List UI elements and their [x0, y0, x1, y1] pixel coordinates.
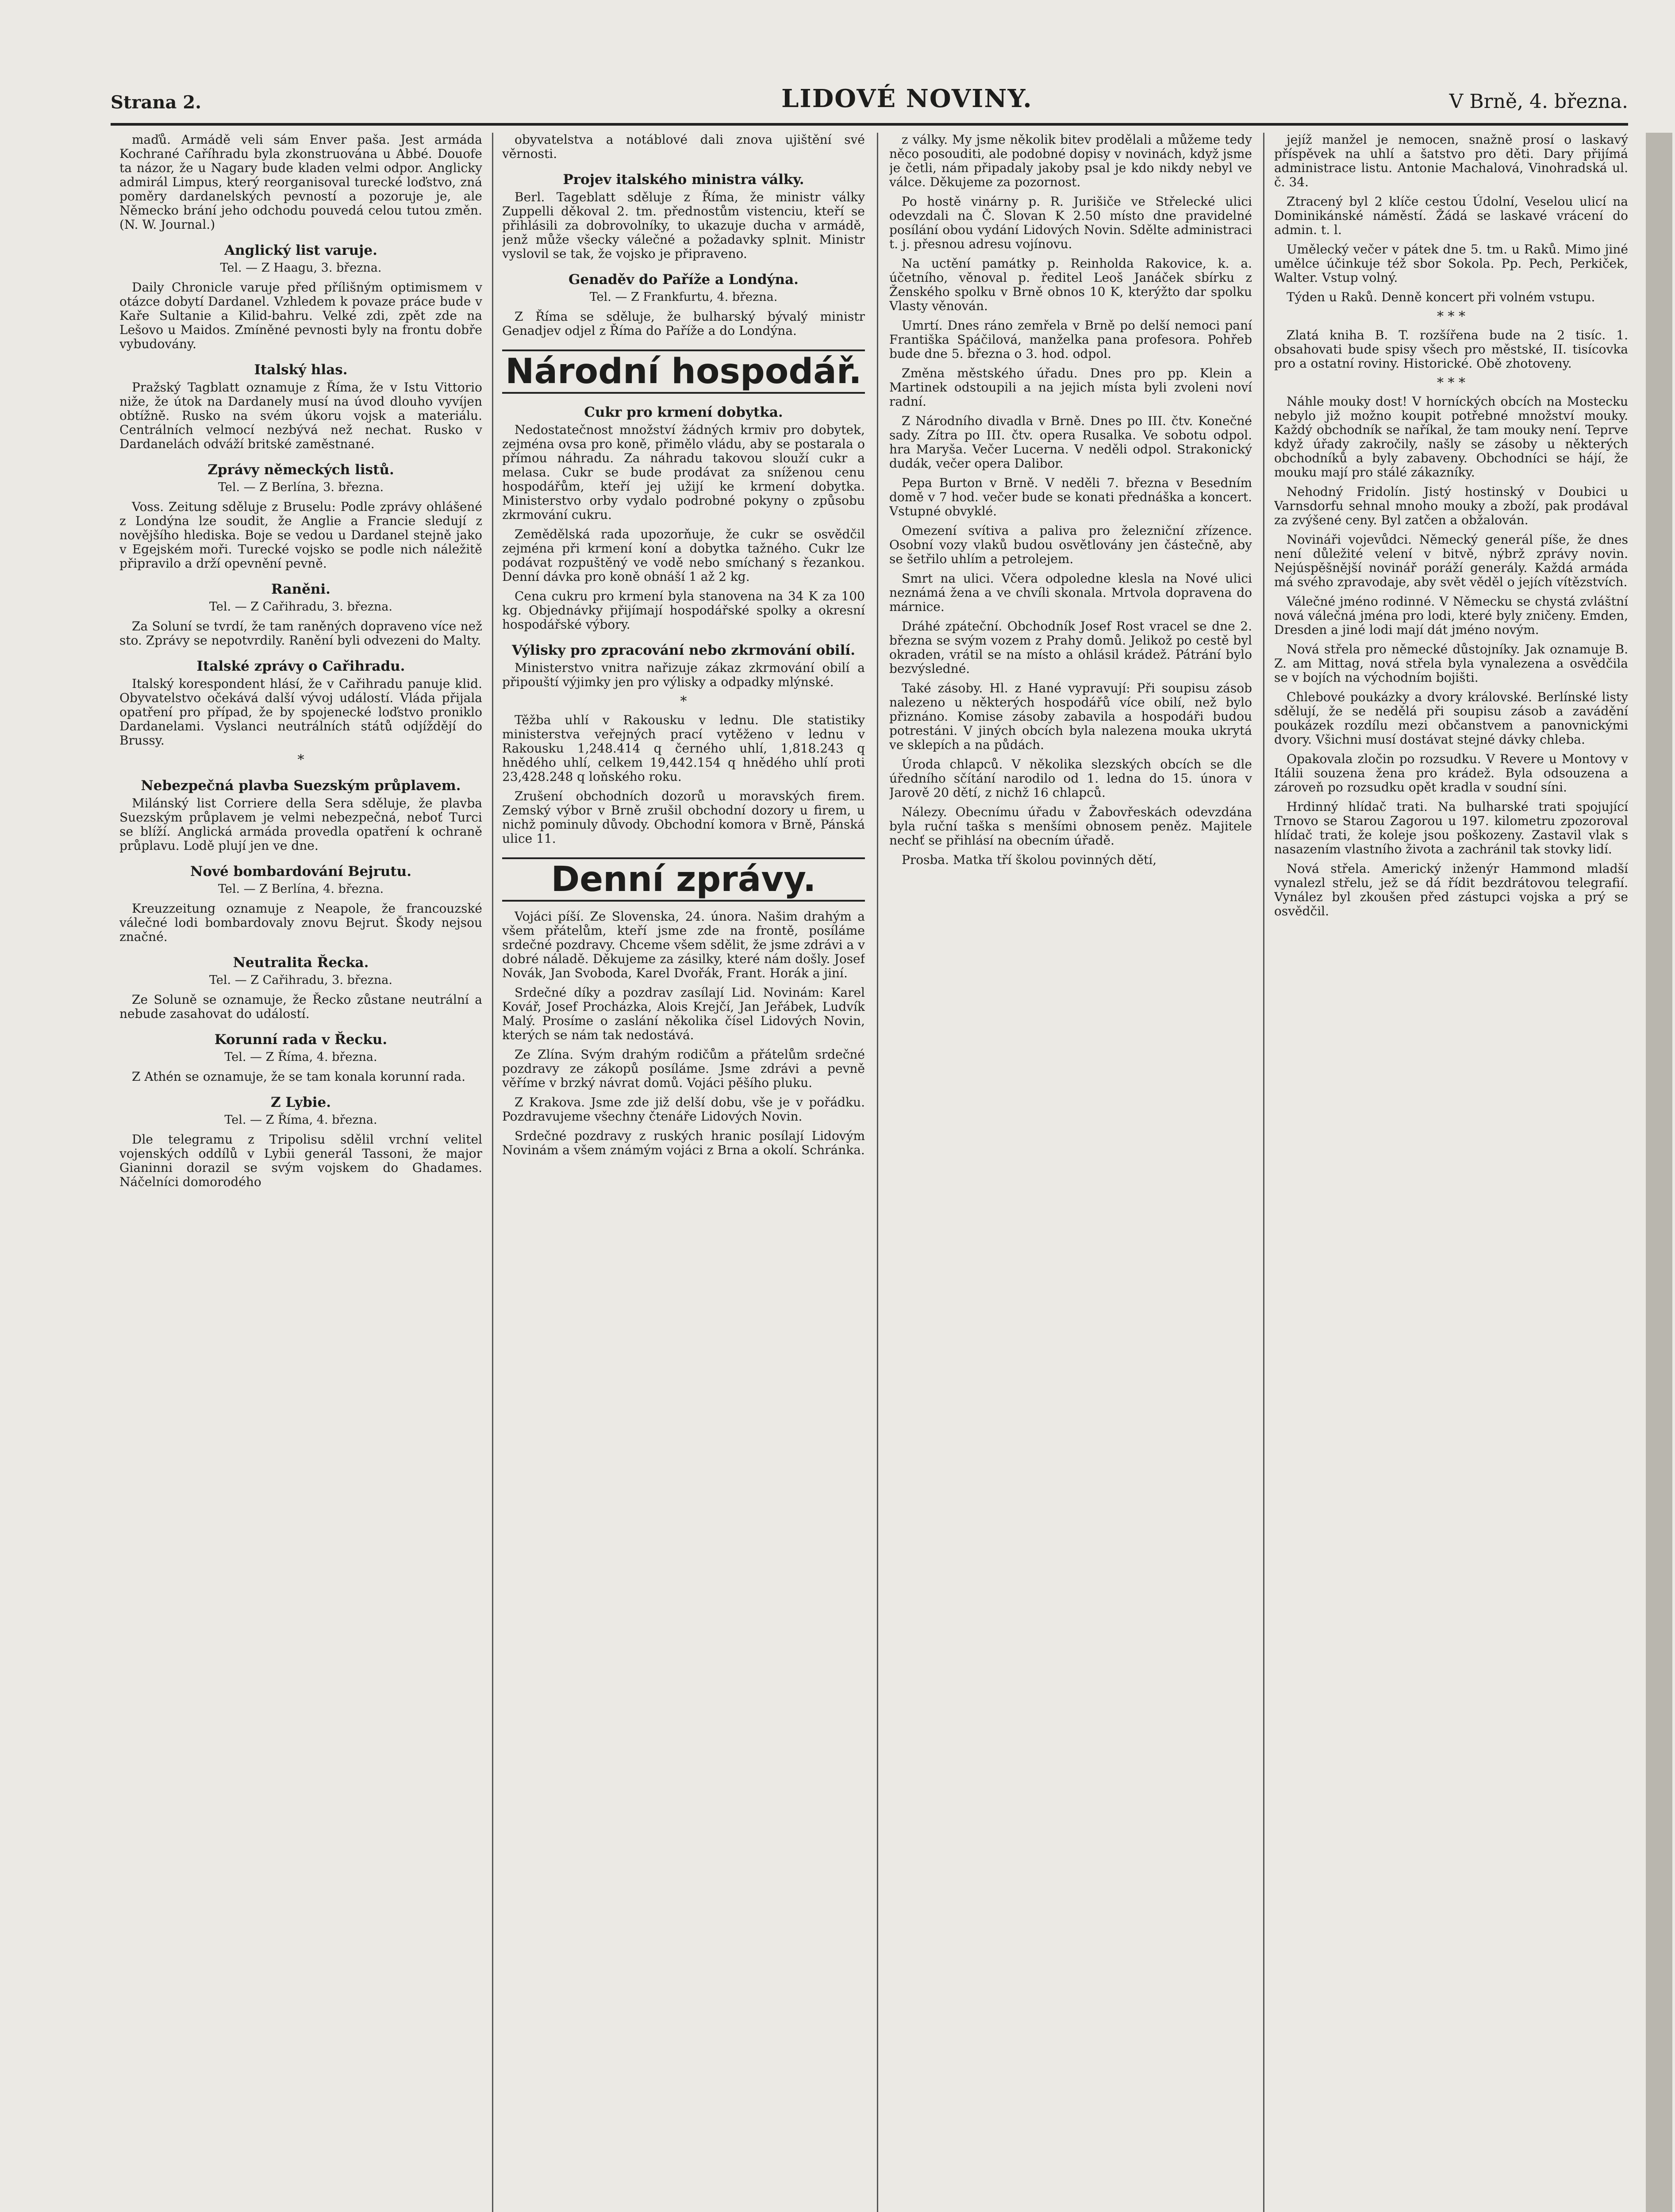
article-paragraph: Milánský list Corriere della Sera sděluje, že plavba Suezským průplavem je velmi nebezpečná, neboť Turci se blíží. Anglická armáda provedla opatření k ochraně průplavu. Lodě plují jen ve dne.	[119, 796, 482, 853]
newspaper-title: LIDOVÉ NOVINY.	[781, 84, 1033, 113]
column-3	[889, 133, 1252, 2212]
article-headline: Z Lybie.	[270, 1094, 331, 1110]
article-paragraph: Italský korespondent hlásí, že v Cařihradu panuje klid. Obyvatelstvo očekává další vývoj událostí. Vláda přijala opatření pro případ, že by spojenecké loďstvo proniklo Dardanelami. Vyslanci neutrálních států odjíždějí do Brussy.	[119, 676, 482, 748]
article-paragraph: Nehodný Fridolín. Jistý hostinský v Doubici u Varnsdorfu sehnal mnoho mouky a zboží, pak prodával za zvýšené ceny. Byl zatčen a obžalován.	[1274, 484, 1628, 527]
article-paragraph: Pepa Burton v Brně. V neděli 7. března v Besedním domě v 7 hod. večer bude se konati přednáška a koncert. Vstupné obvyklé.	[889, 476, 1252, 518]
article-paragraph: Umělecký večer v pátek dne 5. tm. u Raků. Mimo jiné umělce účinkuje též sbor Sokola. Pp. Pech, Perkiček, Walter. Vstup volný.	[1274, 242, 1628, 285]
article-headline: Anglický list varuje.	[224, 242, 377, 258]
article-paragraph: Změna městského úřadu. Dnes pro pp. Klein a Martinek odstoupili a na jejich místa byli zvoleni noví radní.	[889, 366, 1252, 409]
article-paragraph: Z Národního divadla v Brně. Dnes po III. čtv. Konečné sady. Zítra po III. čtv. opera Rusalka. Ve sobotu odpol. hra Maryša. Večer Lucerna. V neděli odpol. Strakonický dudák, večer opera Dalibor.	[889, 414, 1252, 471]
article-paragraph: Válečné jméno rodinné. V Německu se chystá zvláštní nová válečná jména pro lodi, které byly zničeny. Emden, Dresden a jiné lodi mají dát jméno novým.	[1274, 594, 1628, 637]
separator: * * *	[1437, 309, 1466, 324]
column-1	[119, 133, 482, 2212]
article-paragraph: Srdečné díky a pozdrav zasílají Lid. Novinám: Karel Kovář, Josef Procházka, Alois Krejčí, Jan Jeřábek, Ludvík Malý. Prosíme o zaslání několika čísel Lidových Novin, kterých se nám tak nedostává.	[502, 985, 865, 1042]
article-paragraph: Opakovala zločin po rozsudku. V Revere u Montovy v Itálii souzena žena pro krádež. Byla odsouzena a zároveň po rozsudku opět kradla v soudní síni.	[1274, 752, 1628, 795]
article-headline: Neutralita Řecka.	[233, 955, 369, 971]
adjacent-page-edge	[1646, 133, 1672, 2212]
article-paragraph: Novináři vojevůdci. Německý generál píše, že dnes není důležité velení v bitvě, nýbrž zprávy novin. Nejúspěšnější novinář poráží generály. Každá armáda má svého zpravodaje, aby svět věděl o jejích vítězstvích.	[1274, 532, 1628, 589]
header-rule	[111, 123, 1628, 126]
article-paragraph: Ze Zlína. Svým drahým rodičům a přátelům srdečné pozdravy ze zákopů posíláme. Jsme zdrávi a pevně věříme v brzký návrat domů. Vojáci pěšího pluku.	[502, 1047, 865, 1090]
article-headline: Italský hlas.	[254, 362, 348, 378]
article-paragraph: Voss. Zeitung sděluje z Bruselu: Podle zprávy ohlášené z Londýna lze soudit, že Anglie a Francie sledují z novějšího hlediska. Boje se vedou u Dardanel stejně jako v Egejském moři. Turecké vojsko se podle nich náležitě připravilo a drží opevnění pevně.	[119, 499, 482, 571]
article-paragraph: Na uctění památky p. Reinholda Rakovice, k. a. účetního, věnoval p. ředitel Leoš Janáček sbírku z Ženského spolku v Brně obnos 10 K, kterýžto dar spolku Vlasty věnován.	[889, 256, 1252, 313]
dateline: Tel. — Z Cařihradu, 3. března.	[209, 600, 392, 614]
article-paragraph: Zrušení obchodních dozorů u moravských firem. Zemský výbor v Brně zrušil obchodní dozory u firem, u nichž pominuly důvody. Obchodní komora v Brně, Pánská ulice 11.	[502, 789, 865, 846]
article-paragraph: Dle telegramu z Tripolisu sdělil vrchní velitel vojenských oddílů v Lybii generál Tassoni, že major Gianinni dorazil se svým vojskem do Ghadames. Náčelníci domorodého	[119, 1132, 482, 1189]
dateline: Tel. — Z Říma, 4. března.	[224, 1050, 377, 1064]
article-paragraph: obyvatelstva a notáblové dali znova ujištění své věrnosti.	[502, 133, 865, 161]
separator: *	[680, 694, 687, 709]
article-paragraph: Berl. Tageblatt sděluje z Říma, že ministr války Zuppelli děkoval 2. tm. přednostům vistenciu, kteří se přihlásili za dobrovolníky, to ukazuje ducha v armádě, jenž může všecky válečné a požadavky splnit. Ministr vyslovil se tak, že vojsko je připraveno.	[502, 190, 865, 261]
article-paragraph: Po hostě vinárny p. R. Jurišiče ve Střelecké ulici odevzdali na Č. Slovan K 2.50 místo dne pravidelné posílání obou vydání Lidových Novin. Sdělte administraci t. j. přesnou adresu vojínovu.	[889, 194, 1252, 251]
article-headline: Výlisky pro zpracování nebo zkrmování obilí.	[511, 642, 855, 658]
article-paragraph: Nálezy. Obecnímu úřadu v Žabovřeskách odevzdána byla ruční taška s menšími obnosem peněz. Majitele nechť se přihlásí na obecním úřadě.	[889, 805, 1252, 848]
article-paragraph: Nová střela pro německé důstojníky. Jak oznamuje B. Z. am Mittag, nová střela byla vynalezena a osvědčila se v bojích na východním bojišti.	[1274, 642, 1628, 685]
column-2	[502, 133, 865, 2212]
article-paragraph: Vojáci píší. Ze Slovenska, 24. února. Našim drahým a všem přátelům, kteří jsme zde na frontě, posíláme srdečné pozdravy. Chceme všem sdělit, že jsme zdrávi a v dobré náladě. Děkujeme za zásilky, které nám došly. Josef Novák, Jan Svoboda, Karel Dvořák, Frant. Horák a jiní.	[502, 909, 865, 980]
page-number: Strana 2.	[111, 92, 202, 113]
dateline: Tel. — Z Haagu, 3. března.	[220, 261, 382, 275]
article-headline: Raněni.	[271, 581, 330, 597]
article-paragraph: Zemědělská rada upozorňuje, že cukr se osvědčil zejména při krmení koní a dobytka tažného. Cukr lze podávat rozpuštěný ve vodě nebo smíchaný s řezankou. Denní dávka pro koně obnáší 1 až 2 kg.	[502, 527, 865, 584]
article-paragraph: Za Soluní se tvrdí, že tam raněných dopraveno více než sto. Zprávy se nepotvrdily. Ranění byli odvezeni do Malty.	[119, 619, 482, 648]
article-paragraph: Pražský Tagblatt oznamuje z Říma, že v Istu Vittorio niže, že útok na Dardanely musí na úvod dlouho vyvíjen obtížně. Rusko na svém úkoru vojsk a materiálu. Centrálních velmocí nezbývá než nechat. Rusko v Dardanelách odváží britské zaměstnané.	[119, 380, 482, 451]
article-paragraph: Úroda chlapců. V několika slezských obcích se dle úředního sčítání narodilo od 1. ledna do 15. února v Jarově 20 dětí, z nichž 16 chlapců.	[889, 757, 1252, 800]
article-paragraph: Náhle mouky dost! V horníckých obcích na Mostecku nebylo již možno koupit potřebné množství mouky. Každý obchodník se naříkal, že tam mouky není. Teprve když úřady zakročily, našly se zásoby u některých obchodníků a byly zabaveny. Obchodníci se hájí, že mouku mají pro stálé zákazníky.	[1274, 394, 1628, 480]
article-paragraph: Týden u Raků. Denně koncert při volném vstupu.	[1287, 290, 1595, 304]
article-headline: Nové bombardování Bejrutu.	[190, 864, 411, 879]
article-headline: Projev italského ministra války.	[563, 172, 804, 188]
separator: * * *	[1437, 375, 1466, 391]
article-paragraph: Smrt na ulici. Včera odpoledne klesla na Nové ulici neznámá žena a ve chvíli skonala. Mrtvola dopravena do márnice.	[889, 571, 1252, 614]
separator: *	[297, 752, 304, 768]
article-paragraph: Těžba uhlí v Rakousku v lednu. Dle statistiky ministerstva veřejných prací vytěženo v lednu v Rakousku 1,248.414 q černého uhlí, 1,818.243 q hnědého uhlí, celkem 19,442.154 q hnědého uhlí proti 23,428.248 q loňského roku.	[502, 713, 865, 784]
dateline: Tel. — Z Říma, 4. března.	[224, 1113, 377, 1127]
article-paragraph: jejíž manžel je nemocen, snažně prosí o laskavý příspěvek na uhlí a šatstvo pro děti. Dary přijímá administrace listu. Antonie Machalová, Vinohradská ul. č. 34.	[1274, 133, 1628, 189]
article-paragraph: Ministerstvo vnitra nařizuje zákaz zkrmování obilí a připouští výjimky jen pro výlisky a odpadky mlýnské.	[502, 661, 865, 689]
section-heading: Denní zprávy.	[502, 857, 865, 902]
article-paragraph: Chlebové poukázky a dvory královské. Berlínské listy sdělují, že se nedělá při soupisu zásob a zavádění poukázek rozdílu mezi občanstvem a panovnickými dvory. Všichni musí dostávat stejné dávky chleba.	[1274, 690, 1628, 747]
place-date: V Brně, 4. března.	[1449, 90, 1628, 113]
article-paragraph: Z Athén se oznamuje, že se tam konala korunní rada.	[132, 1069, 466, 1084]
article-paragraph: Zlatá kniha B. T. rozšířena bude na 2 tisíc. 1. obsahovati bude spisy všech pro městské, II. tisícovka pro a ostatní roviny. Historické. Obě zhotoveny.	[1274, 328, 1628, 371]
article-paragraph: Srdečné pozdravy z ruských hranic posílají Lidovým Novinám a všem známým vojáci z Brna a okolí. Schránka.	[502, 1129, 865, 1157]
article-headline: Italské zprávy o Cařihradu.	[196, 658, 405, 674]
article-paragraph: maďů. Armádě veli sám Enver paša. Jest armáda Kochrané Caříhradu byla zkonstruována u Abbé. Douofe ta názor, že u Nagary bude kladen velmi odpor. Anglicky admirál Limpus, který reorganisoval turecké loďstvo, zná poměry dardanelských pevností a pozoruje je, ale Německo brání jeho odchodu pouvedá celou tutou změn. (N. W. Journal.)	[119, 133, 482, 232]
article-paragraph: Nová střela. Americký inženýr Hammond mladší vynalezl střelu, jež se dá řídit bezdrátovou telegrafií. Vynález byl zkoušen před zástupci vojska a prý se osvědčil.	[1274, 861, 1628, 918]
column-divider	[492, 133, 493, 2212]
dateline: Tel. — Z Berlína, 3. března.	[218, 480, 384, 494]
article-headline: Genaděv do Paříže a Londýna.	[569, 272, 799, 288]
article-headline: Nebezpečná plavba Suezským průplavem.	[141, 778, 461, 794]
article-paragraph: Také zásoby. Hl. z Hané vypravují: Při soupisu zásob nalezeno u některých hospodářů více obilí, než bylo přiznáno. Komise zásoby zabavila a hospodáři budou potrestáni. V jiných obcích byla nalezena mouka ukrytá ve sklepích a na půdách.	[889, 681, 1252, 752]
article-paragraph: Kreuzzeitung oznamuje z Neapole, že francouzské válečné lodi bombardovaly znovu Bejrut. Škody nejsou značné.	[119, 901, 482, 944]
article-paragraph: Ze Soluně se oznamuje, že Řecko zůstane neutrální a nebude zasahovat do událostí.	[119, 992, 482, 1021]
section-heading: Národní hospodář.	[502, 349, 865, 394]
article-paragraph: Hrdinný hlídač trati. Na bulharské trati spojující Trnovo se Starou Zagorou u 197. kilometru zpozoroval hlídač trati, že koleje jsou poškozeny. Zastavil vlak s nasazením vlastního života a zachránil tak stovky lidí.	[1274, 799, 1628, 856]
article-headline: Korunní rada v Řecku.	[214, 1032, 388, 1048]
column-4	[1274, 133, 1628, 2212]
article-headline: Zprávy německých listů.	[207, 462, 394, 478]
dateline: Tel. — Z Cařihradu, 3. března.	[209, 973, 392, 987]
article-paragraph: Cena cukru pro krmení byla stanovena na 34 K za 100 kg. Objednávky přijímají hospodářské spolky a okresní hospodářské výbory.	[502, 589, 865, 632]
article-headline: Cukr pro krmení dobytka.	[584, 404, 783, 420]
article-paragraph: z války. My jsme několik bitev prodělali a můžeme tedy něco posouditi, ale podobné dopisy v novinách, když jsme je četli, nám připadaly jakoby psal je kdo nikdy nebyl ve válce. Děkujeme za pozornost.	[889, 133, 1252, 189]
article-paragraph: Ztracený byl 2 klíče cestou Údolní, Veselou ulicí na Dominikánské náměstí. Žádá se laskavé vrácení do admin. t. l.	[1274, 194, 1628, 237]
article-paragraph: Z Říma se sděluje, že bulharský bývalý ministr Genadjev odjel z Říma do Paříže a do Londýna.	[502, 309, 865, 338]
dateline: Tel. — Z Berlína, 4. března.	[218, 882, 384, 896]
article-paragraph: Umrtí. Dnes ráno zemřela v Brně po delší nemoci paní Františka Spáčilová, manželka pana profesora. Pohřeb bude dne 5. března o 3. hod. odpol.	[889, 318, 1252, 361]
article-paragraph: Z Krakova. Jsme zde již delší dobu, vše je v pořádku. Pozdravujeme všechny čtenáře Lidových Novin.	[502, 1095, 865, 1124]
column-divider	[1263, 133, 1264, 2212]
article-paragraph: Omezení svítiva a paliva pro železniční zřízence. Osobní vozy vlaků budou osvětlovány jen částečně, aby se šetřilo uhlím a petrolejem.	[889, 523, 1252, 566]
column-divider	[877, 133, 878, 2212]
dateline: Tel. — Z Frankfurtu, 4. března.	[589, 290, 778, 304]
article-paragraph: Nedostatečnost množství žádných krmiv pro dobytek, zejména ovsa pro koně, přimělo vládu, aby se postarala o přímou náhradu. Za náhradu takovou slouží cukr a melasa. Cukr se bude prodávat za sníženou cenu hospodářům, kteří jej užijí ke krmení dobytka. Ministerstvo orby vydalo podrobné pokyny o způsobu zkrmování cukru.	[502, 422, 865, 522]
page-header	[111, 84, 1628, 119]
article-paragraph: Prosba. Matka tří školou povinných dětí,	[902, 853, 1157, 867]
article-paragraph: Dráhé zpáteční. Obchodník Josef Rost vracel se dne 2. března se svým vozem z Prahy domů. Jelikož po cestě byl okraden, vrátil se na místo a ohlásil krádež. Pátrání bylo bezvýsledné.	[889, 619, 1252, 676]
article-paragraph: Daily Chronicle varuje před přílišným optimismem v otázce dobytí Dardanel. Vzhledem k povaze práce bude v Kaře Sultanie a Kilid-bahru. Velké zdi, zpět zde na Lešovo u Maidos. Zmíněné pevnosti byly na frontu dobře vybudovány.	[119, 280, 482, 351]
